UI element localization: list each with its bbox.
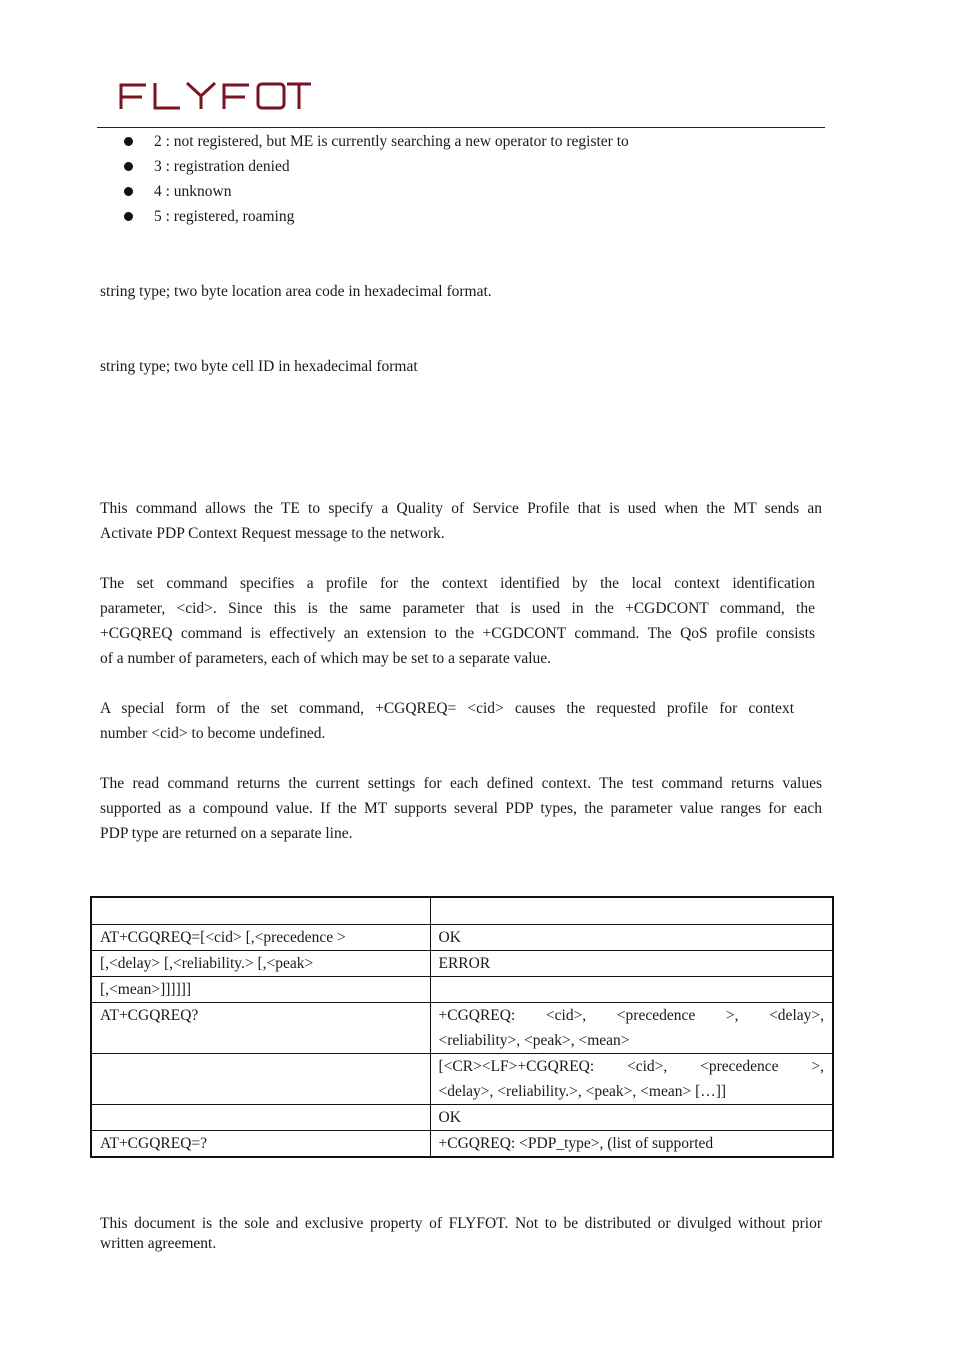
table-row [91,1054,833,1105]
list-item: 2 : not registered, but ME is currently searching a new operator to register to [100,129,629,154]
command-syntax-table [90,896,834,1158]
list-item: 3 : registration denied [100,154,629,179]
table-header-row [91,897,833,925]
bullet-icon [124,162,133,171]
header-rule [97,127,825,128]
table-row: [,<delay> [,<reliability.> [,<peak> ERROR [91,951,833,977]
footer-notice: This document is the sole and exclusive property of FLYFOT. Not to be distributed or divulged without prior written agreement. [100,1215,822,1252]
header-cell-response [430,897,833,925]
intro-paragraph: This command allows the TE to specify a Quality of Service Profile that is used when the MT sends an Activate PDP Context Request message to the network. [100,500,822,542]
table-row: AT+CGQREQ=? +CGQREQ: <PDP_type>, (list of supported [91,1131,833,1158]
response-cell: [<CR><LF>+CGQREQ: <cid>, <precedence >, <delay>, <reliability.>, <peak>, <mean> […]] [430,1054,833,1105]
response-cell: +CGQREQ: <cid>, <precedence >, <delay>, <reliability>, <peak>, <mean> [430,1003,833,1054]
list-item: 4 : unknown [100,179,629,204]
bullet-icon [124,187,133,196]
table-row: OK [91,1105,833,1131]
bullet-icon [124,212,133,221]
list-item: 5 : registered, roaming [100,204,629,229]
table-row: [,<mean>]]]]]] [91,977,833,1003]
header-cell-command [91,897,430,925]
set-command-paragraph: The set command specifies a profile for the context identified by the local context identification parameter, <cid>. Since this is the same parameter that is used in the +CGDCONT command, the +CGQREQ command is effectively an extension to the +CGDCONT command. The QoS profile consists of a number of parameters, each of which may be set to a separate value. [100,575,815,667]
bullet-icon [124,137,133,146]
flyfot-logo [118,80,312,112]
ci-description: string type; two byte cell ID in hexadecimal format [100,358,418,375]
table-row: AT+CGQREQ? +CGQREQ: <cid>, <precedence >, <delay>, <reliability>, <peak>, <mean> [91,1003,833,1054]
table-row: AT+CGQREQ=[<cid> [,<precedence > OK [91,925,833,951]
special-form-paragraph: A special form of the set command, +CGQREQ= <cid> causes the requested profile for context number <cid> to become undefined. [100,700,794,742]
lac-description: string type; two byte location area code in hexadecimal format. [100,283,492,300]
status-value-list [100,129,629,229]
read-command-paragraph: The read command returns the current settings for each defined context. The test command returns values supported as a compound value. If the MT supports several PDP types, the parameter value ranges for each PDP type are returned on a separate line. [100,775,822,842]
